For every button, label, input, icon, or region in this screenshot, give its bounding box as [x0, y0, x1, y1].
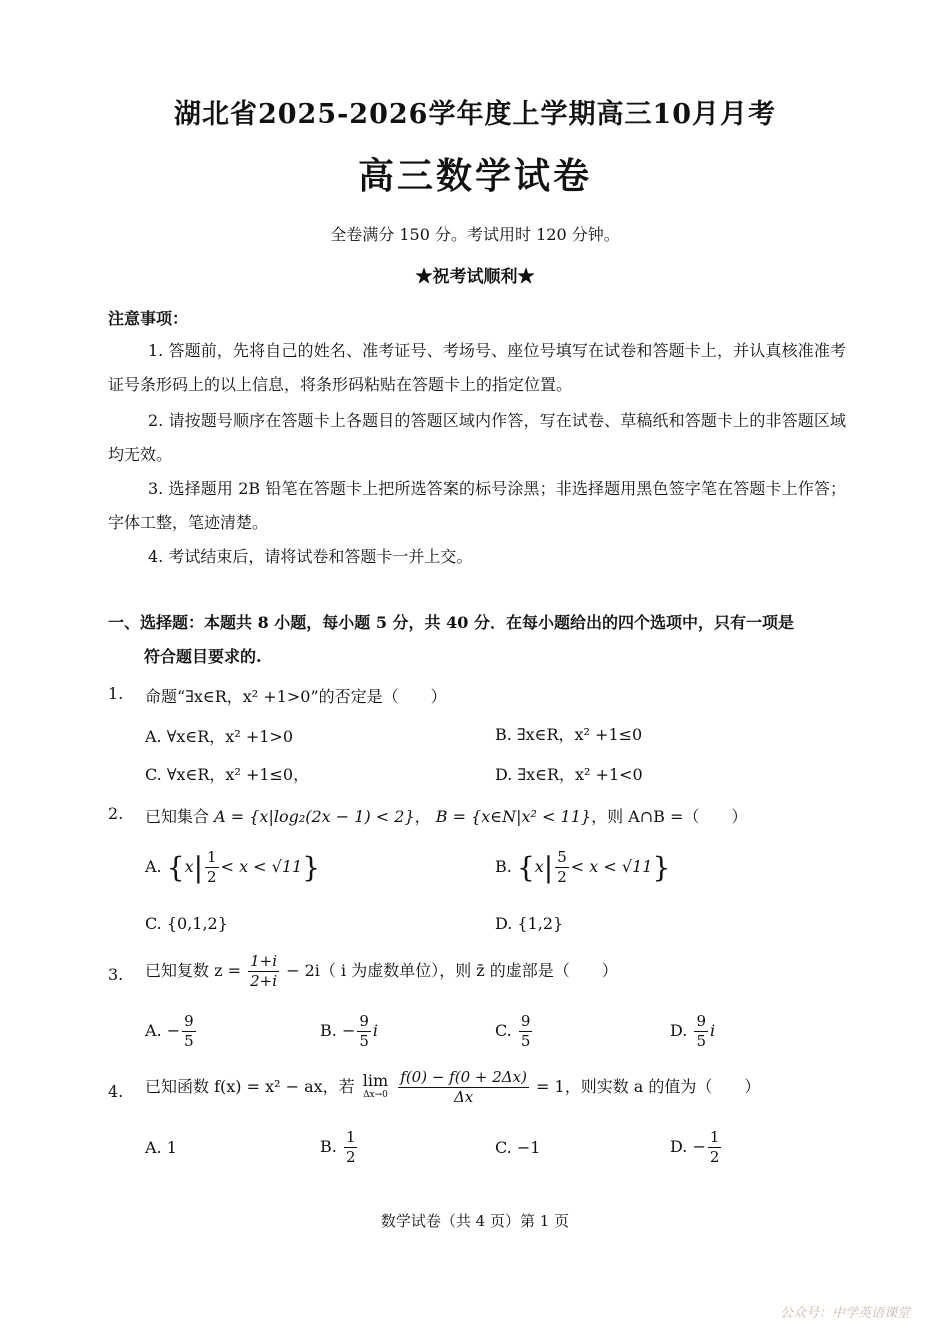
exam-subtitle: 高三数学试卷 [357, 155, 592, 197]
good-luck-line: ★祝考试顺利★ [415, 267, 535, 287]
q4-d-num: 1 [709, 1128, 720, 1146]
q2-a-label: A. [145, 857, 162, 876]
q3-b-sign: − [341, 1021, 356, 1040]
q2-option-b [495, 848, 670, 887]
q4-stem-b: = 1，则实数 a 的值为（ ） [536, 1077, 761, 1096]
q2-a-den: 2 [207, 868, 217, 886]
q2-a-var: x [184, 857, 194, 876]
q1-option-a: A. ∀x∈R，x² +1>0 [145, 727, 293, 746]
q3-fraction [248, 952, 279, 991]
section-line-1: 一、选择题：本题共 8 小题，每小题 5 分，共 40 分．在每小题给出的四个选项中，只有一项是 [108, 613, 794, 632]
q4-stem [145, 1068, 760, 1107]
q4-num: f(0) − f(0 + 2Δx) [400, 1068, 527, 1086]
q2-b-den: 2 [557, 868, 567, 886]
q3-stem-a: 已知复数 z = [145, 961, 242, 980]
q1-option-d: D. ∃x∈R，x² +1<0 [495, 765, 643, 784]
q1-option-b: B. ∃x∈R，x² +1≤0 [495, 725, 643, 744]
q3-num: 1+i [250, 952, 278, 970]
q3-c-fraction [519, 1012, 533, 1051]
q2-set-a: A = {x|log₂(2x − 1) < 2} [214, 807, 415, 826]
q4-b-label: B. [320, 1137, 337, 1156]
q4-option-b [320, 1128, 359, 1167]
q4-d-fraction [708, 1128, 722, 1167]
q3-a-sign: − [166, 1021, 181, 1040]
q3-b-den: 5 [359, 1032, 369, 1050]
q3-b-tail: i [372, 1021, 379, 1040]
q2-stem-a: 已知集合 [145, 807, 210, 826]
q4-option-c: C. −1 [495, 1138, 541, 1157]
note-item-4: 4. 考试结束后，请将试卷和答题卡一并上交。 [148, 547, 473, 566]
q4-b-num: 1 [345, 1128, 356, 1146]
note-item-3: 3. 选择题用 2B 铅笔在答题卡上把所选答案的标号涂黑；非选择题用黑色签字笔在答题卡上作答；字体工整，笔迹清楚。 [108, 479, 846, 532]
q3-b-label: B. [320, 1021, 337, 1040]
q2-b-label: B. [495, 857, 512, 876]
q2-b-tail: < x < √11 [570, 857, 653, 876]
q2-separator: ， [414, 807, 431, 826]
q3-d-fraction [694, 1012, 708, 1051]
q2-stem-b: ，则 A∩B =（ ） [591, 807, 748, 826]
q3-a-den: 5 [184, 1032, 194, 1050]
q1-number: 1. [108, 684, 124, 703]
q3-b-fraction [357, 1012, 371, 1051]
q2-b-var: x [534, 857, 544, 876]
q2-set-b: B = {x∈N|x² < 11} [435, 807, 592, 826]
q2-option-a [145, 848, 320, 887]
exam-title: 湖北省2025-2026学年度上学期高三10月月考 [173, 99, 777, 130]
q4-lim-sub: Δx→0 [363, 1089, 388, 1100]
q3-stem-b: − 2i（ i 为虚数单位），则 z̄ 的虚部是（ ） [286, 961, 618, 980]
q3-d-tail: i [709, 1021, 716, 1040]
q4-option-a: A. 1 [145, 1138, 177, 1157]
q2-a-tail: < x < √11 [220, 857, 303, 876]
q4-lim-word: lim [362, 1070, 389, 1090]
right-brace: } [302, 851, 321, 884]
q4-d-label: D. [670, 1137, 688, 1156]
note-item-2: 2. 请按题号顺序在答题卡上各题目的答题区域内作答，写在试卷、草稿纸和答题卡上的非答题区域均无效。 [108, 411, 846, 464]
q4-stem-a: 已知函数 f(x) = x² − ax，若 [145, 1077, 355, 1096]
q2-a-fraction [205, 848, 219, 887]
q4-number: 4. [108, 1082, 124, 1101]
q3-a-label: A. [145, 1021, 162, 1040]
q4-option-d [670, 1128, 723, 1167]
note-item-1: 1. 答题前，先将自己的姓名、准考证号、考场号、座位号填写在试卷和答题卡上，并认真核准准考证号条形码上的以上信息，将条形码粘贴在答题卡上的指定位置。 [108, 341, 846, 394]
q3-c-label: C. [495, 1021, 512, 1040]
q2-a-num: 1 [207, 848, 217, 866]
q4-fraction [398, 1068, 529, 1107]
q3-option-b [320, 1012, 378, 1051]
q3-stem [145, 952, 618, 991]
q2-option-d: D. {1,2} [495, 914, 564, 933]
exam-meta: 全卷满分 150 分。考试用时 120 分钟。 [330, 225, 620, 244]
q3-d-num: 9 [696, 1012, 706, 1030]
q2-option-c: C. {0,1,2} [145, 914, 228, 933]
q3-c-den: 5 [520, 1032, 531, 1050]
q3-option-a [145, 1012, 198, 1051]
q3-number: 3. [108, 965, 124, 984]
q4-den: Δx [453, 1088, 474, 1106]
q2-b-num: 5 [557, 848, 567, 866]
q3-a-fraction [182, 1012, 196, 1051]
q2-number: 2. [108, 804, 124, 823]
q4-b-fraction [344, 1128, 358, 1167]
bar: | [543, 851, 554, 884]
q3-b-num: 9 [359, 1012, 369, 1030]
q4-d-sign: − [692, 1137, 706, 1156]
q2-b-fraction [555, 848, 569, 887]
watermark: 公众号：中学英语课堂 [779, 1306, 910, 1321]
q3-a-num: 9 [184, 1012, 194, 1030]
page-footer: 数学试卷（共 4 页）第 1 页 [380, 1212, 570, 1230]
notes-heading: 注意事项： [108, 309, 189, 328]
q4-d-den: 2 [709, 1148, 720, 1166]
q1-option-c: C. ∀x∈R，x² +1≤0， [145, 765, 310, 784]
section-line-2: 符合题目要求的. [144, 647, 262, 666]
right-brace: } [652, 851, 671, 884]
q3-den: 2+i [250, 972, 278, 990]
left-brace: { [166, 851, 185, 884]
q3-option-c [495, 1012, 534, 1051]
bar: | [193, 851, 204, 884]
q2-stem [145, 804, 747, 827]
q4-b-den: 2 [345, 1148, 356, 1166]
q3-c-num: 9 [520, 1012, 531, 1030]
q1-stem: 命题“∃x∈R，x² +1>0”的否定是（ ） [145, 687, 447, 706]
q3-d-den: 5 [696, 1032, 706, 1050]
section-heading [108, 606, 848, 674]
q3-d-label: D. [670, 1021, 688, 1040]
left-brace: { [516, 851, 535, 884]
q3-option-d [670, 1012, 715, 1051]
q4-limit [362, 1070, 389, 1103]
